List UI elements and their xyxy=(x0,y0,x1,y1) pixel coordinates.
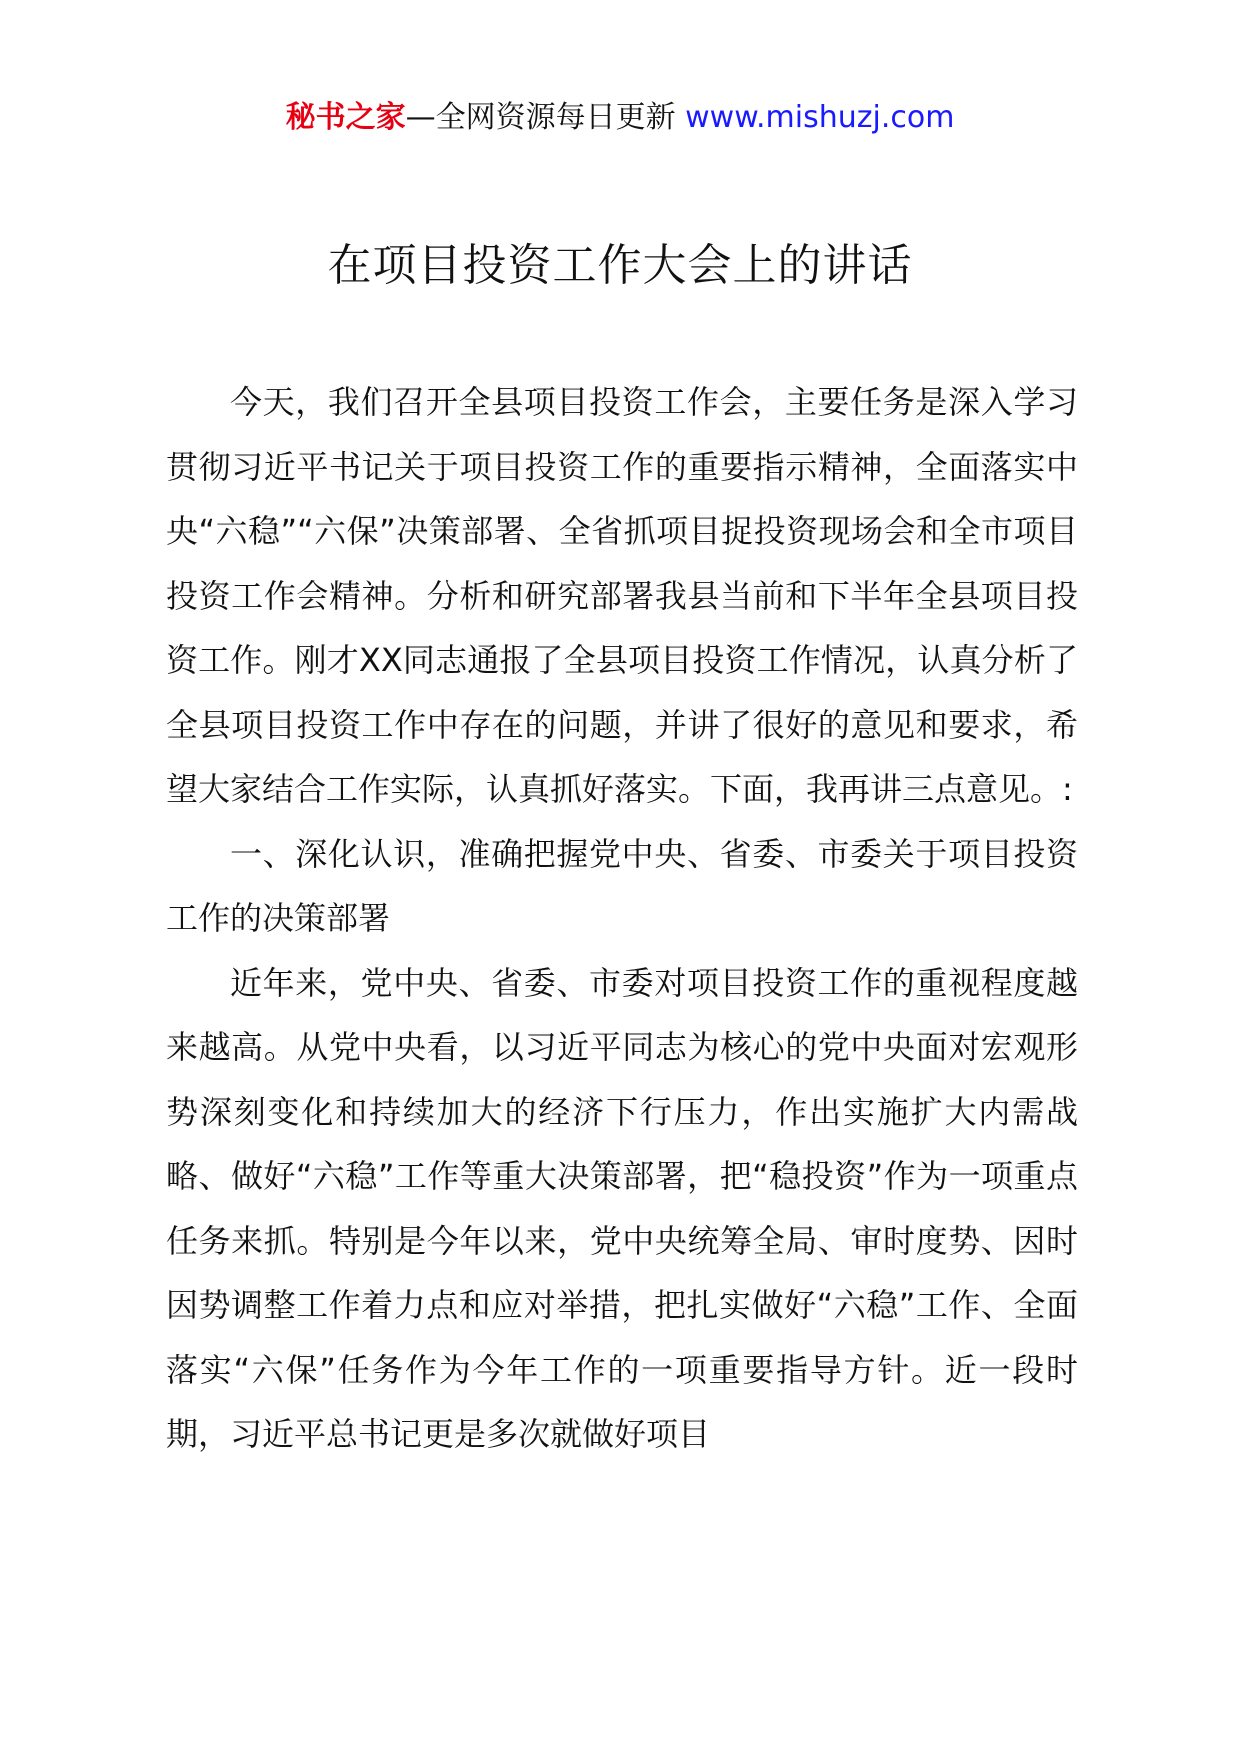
site-url-link[interactable]: www.mishuzj.com xyxy=(685,100,955,135)
paragraph-section-1: 近年来，党中央、省委、市委对项目投资工作的重视程度越来越高。从党中央看，以习近平同志为核心的党中央面对宏观形势深刻变化和持续加大的经济下行压力，作出实施扩大内需战略、做好“六稳”工作等重大决策部署，把“稳投资”作为一项重点任务来抓。特别是今年以来，党中央统筹全局、审时度势、因时因势调整工作着力点和应对举措，把扎实做好“六稳”工作、全面落实“六保”任务作为今年工作的一项重要指导方针。近一段时期，习近平总书记更是多次就做好项目 xyxy=(166,963,1078,1453)
document-title: 在项目投资工作大会上的讲话 xyxy=(327,240,913,291)
document-body xyxy=(166,370,1078,1467)
header-tagline: —全网资源每日更新 xyxy=(405,100,676,135)
brand-name: 秘书之家 xyxy=(285,100,406,135)
paragraph-intro: 今天，我们召开全县项目投资工作会，主要任务是深入学习贯彻习近平书记关于项目投资工作的重要指示精神，全面落实中央“六稳”“六保”决策部署、全省抓项目捉投资现场会和全市项目投资工作会精神。分析和研究部署我县当前和下半年全县项目投资工作。刚才XX同志通报了全县项目投资工作情况，认真分析了全县项目投资工作中存在的问题，并讲了很好的意见和要求，希望大家结合工作实际，认真抓好落实。下面，我再讲三点意见。: xyxy=(166,383,1078,808)
section-heading-1: 一、深化认识，准确把握党中央、省委、市委关于项目投资工作的决策部署 xyxy=(166,834,1078,937)
site-header xyxy=(0,98,1240,138)
